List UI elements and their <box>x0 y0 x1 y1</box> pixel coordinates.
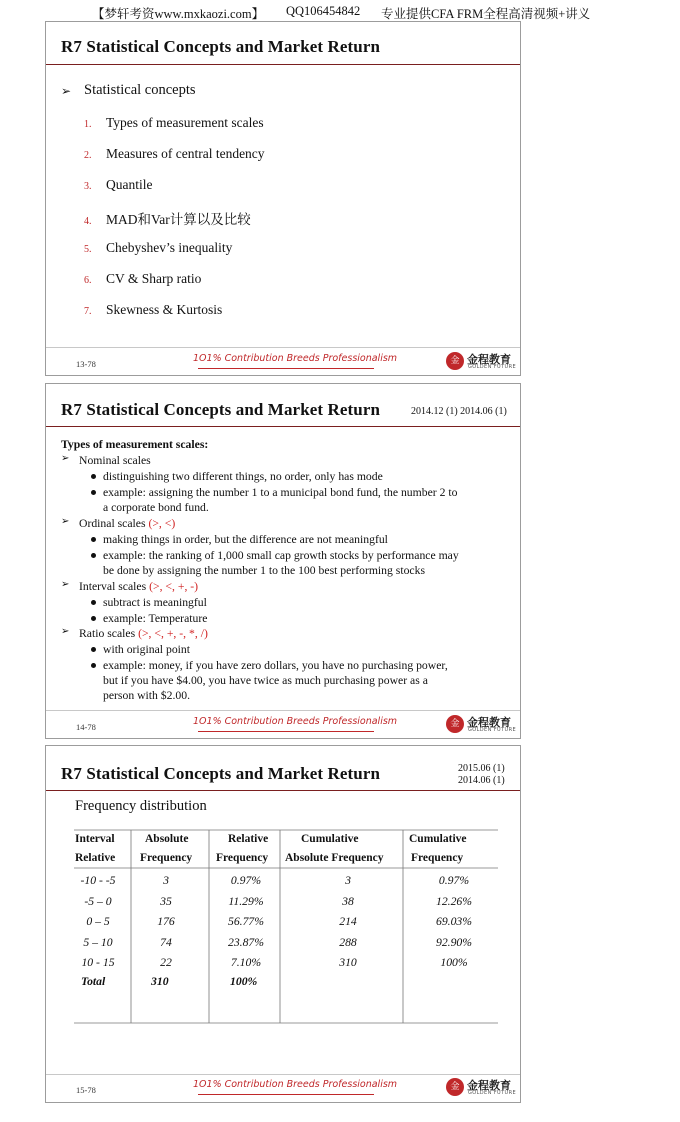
table-cell: 69.03% <box>435 915 473 928</box>
arrow-bullet-icon: ➢ <box>61 84 72 98</box>
section-heading: Statistical concepts <box>84 82 196 98</box>
company-logo: 金 金程教育 GOLDEN FUTURE <box>446 351 516 373</box>
bullet-text: example: money, if you have zero dollars, you have no purchasing power, <box>103 659 448 672</box>
column-header: Absolute <box>145 833 189 845</box>
table-cell: 310 <box>339 956 357 969</box>
table-cell: 10 - 15 <box>81 956 115 969</box>
table-cell: 0.97% <box>438 874 470 887</box>
slide-15 <box>45 745 521 1103</box>
document-header <box>0 0 680 22</box>
table-cell: 214 <box>339 915 357 928</box>
table-cell: 22 <box>160 956 172 969</box>
footer-slogan: 1O1% Contribution Breeds Professionalism <box>193 1079 398 1090</box>
logo-emblem-icon: 金 <box>446 715 464 733</box>
bullet-text: example: Temperature <box>103 612 208 625</box>
column-header: Absolute Frequency <box>285 852 384 864</box>
list-item: 2. Measures of central tendency <box>84 146 265 161</box>
slide-title: R7 Statistical Concepts and Market Return <box>61 400 381 419</box>
table-cell: 35 <box>160 894 172 908</box>
arrow-bullet-icon: ➢ <box>61 626 70 637</box>
page-number: 14-78 <box>76 722 96 732</box>
list-item: 5. Chebyshev’s inequality <box>84 240 233 255</box>
bullet-dot-icon <box>91 553 96 558</box>
table-cell: 11.29% <box>228 894 264 908</box>
column-header: Frequency <box>140 852 193 864</box>
list-item: 6. CV & Sharp ratio <box>84 271 202 286</box>
logo-emblem-icon: 金 <box>446 352 464 370</box>
bullet-dot-icon <box>91 663 96 668</box>
bullet-text: subtract is meaningful <box>103 596 207 609</box>
bullet-text: distinguishing two different things, no order, only has mode <box>103 470 383 483</box>
arrow-bullet-icon: ➢ <box>61 579 70 590</box>
bullet-text: making things in order, but the difference are not meaningful <box>103 533 388 546</box>
slide-14 <box>45 383 521 739</box>
bullet-dot-icon <box>91 600 96 605</box>
bullet-text: example: the ranking of 1,000 small cap growth stocks by performance may <box>103 549 459 562</box>
nominal-label: Nominal scales <box>79 454 151 467</box>
column-header: Cumulative <box>301 833 359 845</box>
slogan-underline <box>198 368 374 369</box>
header-site: 【梦轩考资www.mxkaozi.com】 <box>92 7 265 21</box>
table-cell: 176 <box>157 915 175 928</box>
exam-date-tag: 2014.06 (1) <box>458 775 505 786</box>
table-cell: 56.77% <box>227 915 265 928</box>
table-cell: 100% <box>440 956 468 969</box>
table-cell: 0 – 5 <box>86 915 110 928</box>
company-logo: 金 金程教育 GOLDEN FUTURE <box>446 714 516 736</box>
header-service: 专业提供CFA FRM全程高清视频+讲义 <box>381 7 591 21</box>
slogan-underline <box>198 731 374 732</box>
bullet-dot-icon <box>91 490 96 495</box>
column-header: Cumulative <box>409 833 467 845</box>
page-number: 15-78 <box>76 1085 96 1095</box>
list-item: 7. Skewness & Kurtosis <box>84 302 223 317</box>
footer-divider <box>46 710 520 711</box>
column-header: Frequency <box>216 852 269 864</box>
bullet-dot-icon <box>91 537 96 542</box>
column-header: Relative <box>75 852 116 864</box>
table-cell: 7.10% <box>230 956 262 969</box>
table-cell: 74 <box>160 935 172 949</box>
footer-slogan: 1O1% Contribution Breeds Professionalism <box>193 353 398 364</box>
bullet-text: with original point <box>103 643 190 656</box>
company-logo: 金 金程教育 GOLDEN FUTURE <box>446 1077 516 1099</box>
interval-label: Interval scales (>, <, +, -) <box>79 580 199 593</box>
bullet-text: person with $2.00. <box>103 689 190 702</box>
title-divider <box>46 426 520 427</box>
table-cell: 3 <box>163 874 169 887</box>
bullet-dot-icon <box>91 616 96 621</box>
exam-date-tag: 2015.06 (1) <box>458 763 505 774</box>
table-cell: 38 <box>342 894 354 908</box>
table-cell: 288 <box>339 935 357 949</box>
column-header: Frequency <box>411 852 464 864</box>
section-heading: Frequency distribution <box>75 798 207 814</box>
logo-emblem-icon: 金 <box>446 1078 464 1096</box>
table-cell: 92.90% <box>435 935 473 949</box>
bullet-text: a corporate bond fund. <box>103 501 209 514</box>
table-cell: 5 – 10 <box>83 935 113 949</box>
column-header: Interval <box>75 833 115 845</box>
slide-title: R7 Statistical Concepts and Market Return <box>61 37 381 56</box>
arrow-bullet-icon: ➢ <box>61 453 70 464</box>
table-cell: 23.87% <box>227 935 265 949</box>
footer-divider <box>46 347 520 348</box>
slide-13 <box>45 21 521 376</box>
footer-divider <box>46 1074 520 1075</box>
table-cell: 3 <box>345 874 351 887</box>
bullet-text: but if you have $4.00, you have twice as much purchasing power as a <box>103 674 428 687</box>
list-item: 1. Types of measurement scales <box>84 115 264 130</box>
table-cell: 12.26% <box>435 894 473 908</box>
total-absolute: 310 <box>151 975 169 988</box>
exam-date-tag: 2014.12 (1) 2014.06 (1) <box>411 406 507 417</box>
footer-slogan: 1O1% Contribution Breeds Professionalism <box>193 716 398 727</box>
ordinal-label: Ordinal scales (>, <) <box>79 517 176 530</box>
ratio-label: Ratio scales (>, <, +, -, *, /) <box>79 627 208 640</box>
bullet-dot-icon <box>91 474 96 479</box>
column-header: Relative <box>228 833 269 845</box>
slide-title: R7 Statistical Concepts and Market Return <box>61 764 381 783</box>
total-label: Total <box>81 975 106 988</box>
page-number: 13-78 <box>76 359 96 369</box>
total-relative: 100% <box>230 975 258 988</box>
bullet-text: be done by assigning the number 1 to the 100 best performing stocks <box>103 564 425 577</box>
list-item: 3. Quantile <box>84 177 153 192</box>
table-cell: 0.97% <box>230 874 262 887</box>
table-cell: -10 - -5 <box>80 874 116 887</box>
list-item: 4. MAD和Var计算以及比较 <box>84 212 251 227</box>
slogan-underline <box>198 1094 374 1095</box>
header-qq: QQ106454842 <box>286 4 361 18</box>
bullet-dot-icon <box>91 647 96 652</box>
title-divider <box>46 64 520 65</box>
arrow-bullet-icon: ➢ <box>61 516 70 527</box>
section-heading: Types of measurement scales: <box>61 438 209 451</box>
bullet-text: example: assigning the number 1 to a municipal bond fund, the number 2 to <box>103 486 458 499</box>
table-cell: -5 – 0 <box>84 894 112 908</box>
